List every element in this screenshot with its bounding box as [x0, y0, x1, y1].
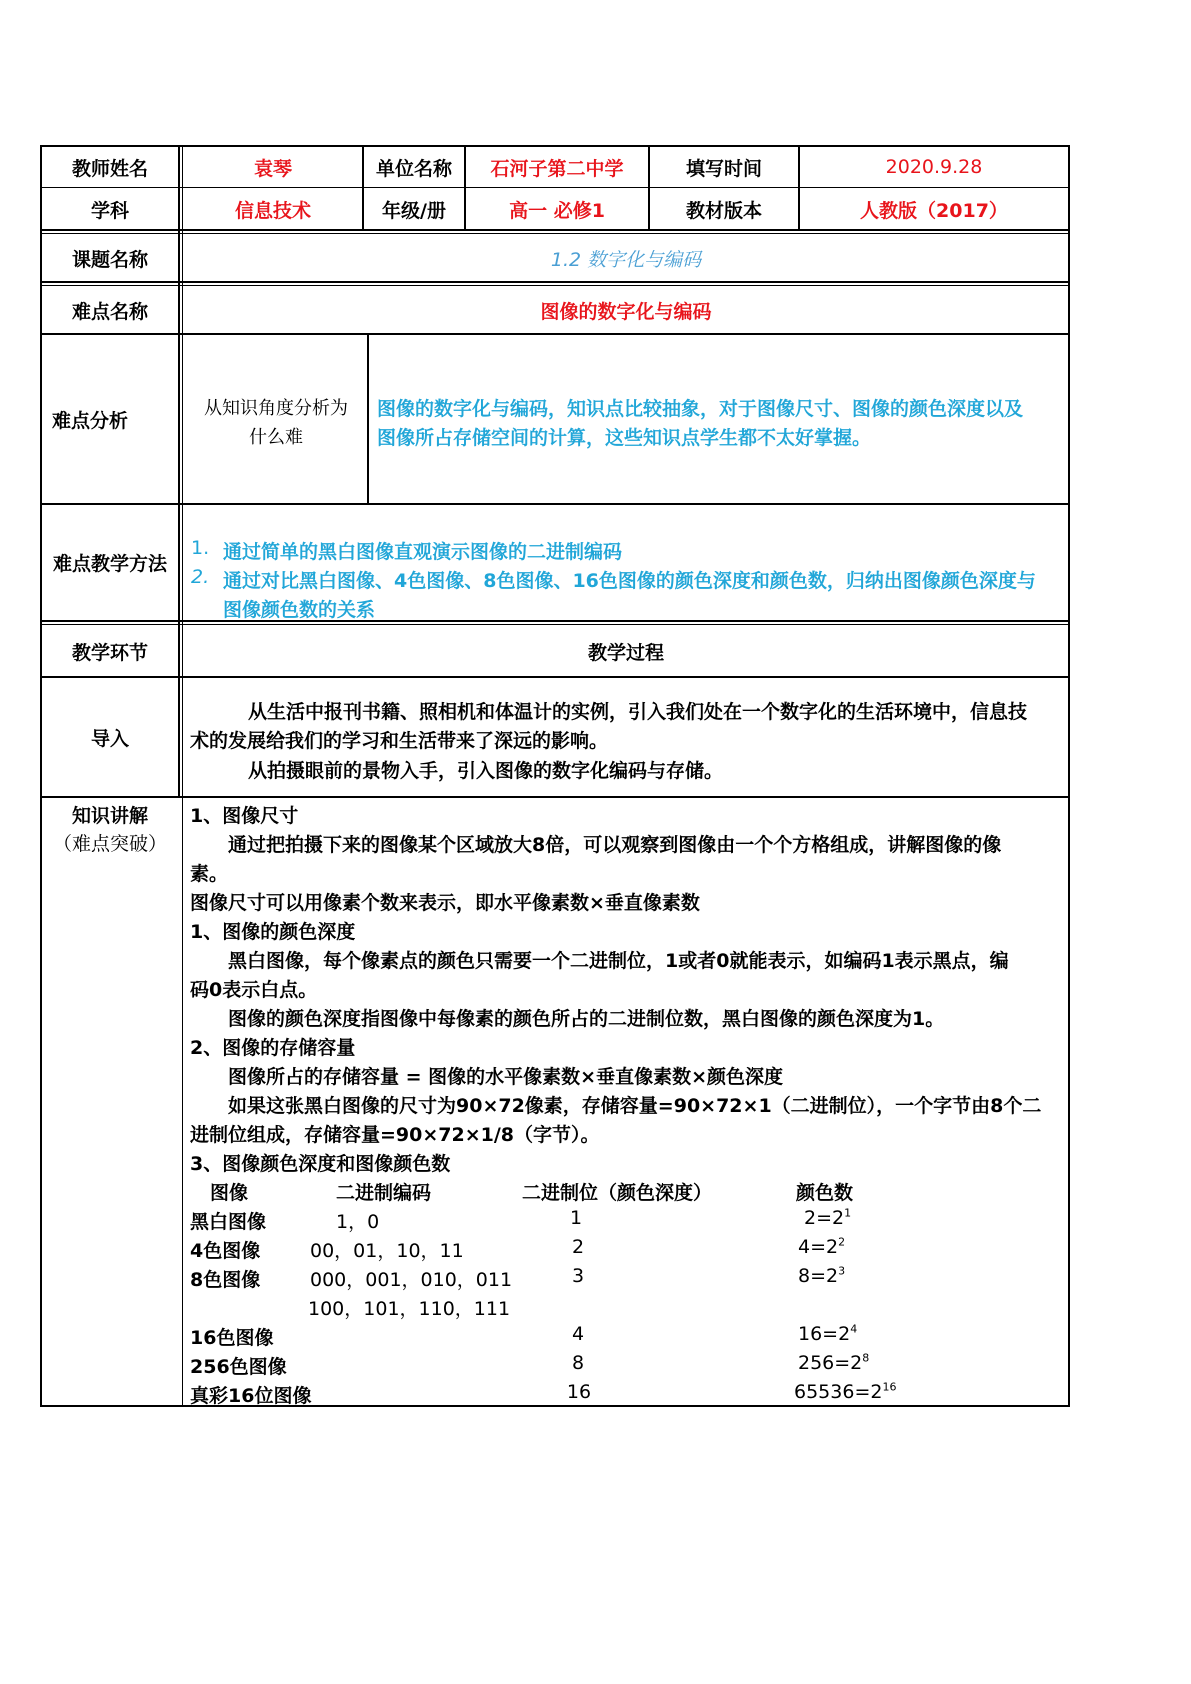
method-item2-line1: 通过对比黑白图像、4色图像、8色图像、16色图像的颜色深度和颜色数，归纳出图像颜色深度与	[223, 570, 1036, 592]
analysis-text-line2: 图像所占存储空间的计算，这些知识点学生都不太好掌握。	[377, 427, 872, 449]
method-item1: 通过简单的黑白图像直观演示图像的二进制编码	[223, 541, 623, 563]
row-colors: $65536=2^{16}$	[794, 1380, 897, 1403]
s2-p1-line1: 黑白图像，每个像素点的颜色只需要一个二进制位，1或者0就能表示，如编码1表示黑点，编	[228, 950, 1009, 972]
row-bits: 2	[571, 1236, 585, 1258]
table-header-code: 二进制编码	[336, 1182, 432, 1204]
topic-label: 课题名称	[71, 248, 148, 271]
subject-label: 学科	[90, 199, 129, 222]
intro-line1: 从生活中报刊书籍、照相机和体温计的实例，引入我们处在一个数字化的生活环境中，信息技	[248, 701, 1028, 723]
row-bits: 4	[571, 1323, 585, 1345]
difficulty-label: 难点名称	[71, 300, 148, 323]
textbook-value: 人教版（2017）	[860, 199, 1008, 222]
row-bits: 3	[571, 1265, 585, 1287]
difficulty-value: 图像的数字化与编码	[540, 300, 712, 323]
row-colors: $8=2^3$	[798, 1264, 846, 1287]
grade-value: 高一 必修1	[509, 199, 605, 222]
method-label: 难点教学方法	[52, 553, 167, 575]
fill-date-label: 填写时间	[685, 157, 762, 180]
row-name: 真彩16位图像	[190, 1385, 312, 1407]
row-name: 4色图像	[190, 1240, 261, 1262]
row-bits: 8	[571, 1352, 585, 1374]
s2-p1-line2: 码0表示白点。	[190, 979, 318, 1001]
s1-p2: 图像尺寸可以用像素个数来表示，即水平像素数×垂直像素数	[190, 892, 700, 914]
row-bits: 16	[566, 1381, 592, 1403]
row-colors: $2=2^1$	[804, 1206, 852, 1229]
teacher-name-label: 教师姓名	[71, 157, 148, 180]
s1-p1-line2: 素。	[190, 863, 229, 885]
row-name: 黑白图像	[190, 1211, 267, 1233]
table-header-colors: 颜色数	[796, 1182, 854, 1204]
method-item2-num: 2.	[191, 566, 210, 588]
row-colors: $4=2^2$	[798, 1235, 846, 1258]
s3-p2-line2: 进制位组成，存储容量=90×72×1/8（字节）。	[190, 1124, 600, 1146]
s1-p1-line1: 通过把拍摄下来的图像某个区域放大8倍，可以观察到图像由一个个方格组成，讲解图像的像	[228, 834, 1002, 856]
s3-p1: 图像所占的存储容量 = 图像的水平像素数×垂直像素数×颜色深度	[228, 1066, 783, 1088]
fill-date-value: 2020.9.28	[885, 156, 983, 178]
method-item2-line2: 图像颜色数的关系	[223, 599, 376, 621]
row-code: 000，001，010，011	[310, 1269, 513, 1291]
col-line-analysis	[367, 333, 369, 503]
knowledge-label-2: （难点突破）	[52, 833, 167, 855]
row-line-3	[40, 281, 1070, 283]
teacher-name-value: 袁琴	[253, 157, 292, 180]
row-colors: $16=2^4$	[798, 1322, 858, 1345]
unit-name-label: 单位名称	[375, 157, 452, 180]
intro-line3: 从拍摄眼前的景物入手，引入图像的数字化编码与存储。	[248, 760, 724, 782]
textbook-label: 教材版本	[685, 199, 762, 222]
row-line-1	[40, 187, 1070, 188]
stage-value: 教学过程	[587, 641, 664, 664]
unit-name-value: 石河子第二中学	[490, 157, 624, 180]
row-line-6b	[40, 624, 1070, 625]
row-colors: $256=2^8$	[798, 1351, 870, 1374]
s2-title: 1、图像的颜色深度	[190, 921, 356, 943]
grade-label: 年级/册	[382, 199, 446, 222]
row-code-continued: 100，101，110，111	[308, 1298, 511, 1320]
analysis-label: 难点分析	[51, 409, 128, 432]
intro-label: 导入	[90, 727, 129, 750]
stage-label: 教学环节	[71, 641, 148, 664]
table-header-image: 图像	[210, 1182, 249, 1204]
row-code: 00，01，10，11	[310, 1240, 464, 1262]
row-line-2b	[40, 233, 1070, 234]
intro-line2: 术的发展给我们的学习和生活带来了深远的影响。	[190, 730, 609, 752]
analysis-sub-label-2: 什么难	[249, 427, 303, 448]
s1-title: 1、图像尺寸	[190, 805, 299, 827]
row-name: 8色图像	[190, 1269, 261, 1291]
row-name: 16色图像	[190, 1327, 274, 1349]
s3-title: 2、图像的存储容量	[190, 1037, 356, 1059]
row-name: 256色图像	[190, 1356, 287, 1378]
col-line-label	[178, 145, 180, 796]
s2-p2: 图像的颜色深度指图像中每像素的颜色所占的二进制位数，黑白图像的颜色深度为1。	[228, 1008, 945, 1030]
s4-title: 3、图像颜色深度和图像颜色数	[190, 1153, 451, 1175]
row-code: 1，0	[336, 1211, 380, 1233]
row-line-2	[40, 229, 1070, 231]
table-header-bits: 二进制位（颜色深度）	[522, 1182, 713, 1204]
subject-value: 信息技术	[234, 199, 311, 222]
topic-value: 1.2 数字化与编码	[550, 248, 702, 271]
row-line-7	[40, 676, 1070, 678]
method-item1-num: 1.	[191, 537, 210, 559]
analysis-sub-label-1: 从知识角度分析为	[204, 398, 348, 419]
analysis-text-line1: 图像的数字化与编码，知识点比较抽象，对于图像尺寸、图像的颜色深度以及	[377, 398, 1024, 420]
s3-p2-line1: 如果这张黑白图像的尺寸为90×72像素，存储容量=90×72×1（二进制位），一个字节由8个二	[228, 1095, 1042, 1117]
knowledge-label-1: 知识讲解	[71, 805, 148, 827]
row-bits: 1	[569, 1207, 583, 1229]
col-line-label-b	[182, 145, 183, 1407]
row-line-3b	[40, 285, 1070, 286]
row-line-5	[40, 503, 1070, 505]
row-line-6	[40, 620, 1070, 622]
row-line-4	[40, 333, 1070, 335]
row-line-8	[40, 796, 1070, 798]
